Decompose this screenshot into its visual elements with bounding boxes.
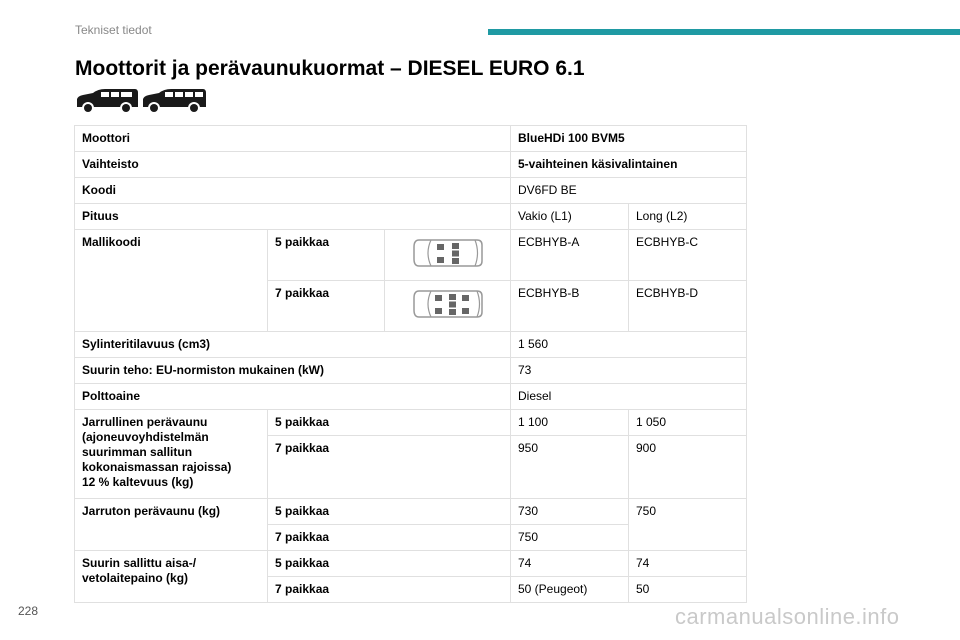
table-row [75,384,747,410]
watermark: carmanualsonline.info [675,604,900,629]
model-code: ECBHYB-C [629,230,747,281]
code-label: Koodi [75,178,511,204]
label-line: Suurin sallittu aisa-/ [82,556,197,570]
table-row [75,204,747,230]
displacement-label: Sylinteritilavuus (cm3) [75,332,511,358]
model-label: Mallikoodi [75,230,268,332]
model-code: ECBHYB-A [511,230,629,281]
towbar-value: 74 [629,551,747,577]
engine-label: Moottori [75,126,511,152]
seats-label: 7 paikkaa [268,281,385,332]
seats-label: 7 paikkaa [268,436,511,499]
towbar-load-label [75,551,268,603]
seats-label: 5 paikkaa [268,551,511,577]
seat-layout-7-icon [385,281,511,332]
label-line: vetolaitepaino (kg) [82,571,189,585]
gearbox-value: 5-vaihteinen käsivalintainen [511,152,747,178]
unbraked-trailer-label: Jarruton perävaunu (kg) [75,499,268,551]
gearbox-label: Vaihteisto [75,152,511,178]
unbraked-value: 750 [511,525,629,551]
model-code: ECBHYB-B [511,281,629,332]
towbar-value: 50 [629,577,747,603]
table-row [75,332,747,358]
braked-value: 900 [629,436,747,499]
seat-layout-5-icon [385,230,511,281]
page-title: Moottorit ja perävaunukuormat – DIESEL EURO 6.1 [75,57,585,80]
label-line: (ajoneuvoyhdistelmän [82,430,209,444]
table-row [75,551,747,577]
seats-label: 7 paikkaa [268,577,511,603]
label-line: kokonaismassan rajoissa) [82,460,232,474]
spec-table [74,125,747,603]
table-row [75,126,747,152]
braked-value: 1 050 [629,410,747,436]
length-standard: Vakio (L1) [511,204,629,230]
towbar-value: 50 (Peugeot) [511,577,629,603]
power-label: Suurin teho: EU-normiston mukainen (kW) [75,358,511,384]
table-row [75,152,747,178]
fuel-value: Diesel [511,384,747,410]
seats-label: 7 paikkaa [268,525,511,551]
table-row [75,499,747,525]
power-value: 73 [511,358,747,384]
section-label: Tekniset tiedot [75,23,152,37]
table-row [75,178,747,204]
van-long-icon [141,86,207,116]
unbraked-value: 730 [511,499,629,525]
code-value: DV6FD BE [511,178,747,204]
van-short-icon [75,86,141,116]
seats-label: 5 paikkaa [268,230,385,281]
table-row [75,358,747,384]
seats-label: 5 paikkaa [268,499,511,525]
braked-trailer-label [75,410,268,499]
label-line: 12 % kaltevuus (kg) [82,475,194,489]
seats-label: 5 paikkaa [268,410,511,436]
towbar-value: 74 [511,551,629,577]
table-row [75,410,747,436]
braked-value: 950 [511,436,629,499]
braked-value: 1 100 [511,410,629,436]
unbraked-value-long: 750 [629,499,747,551]
engine-value: BlueHDi 100 BVM5 [511,126,747,152]
fuel-label: Polttoaine [75,384,511,410]
displacement-value: 1 560 [511,332,747,358]
length-label: Pituus [75,204,511,230]
label-line: Jarrullinen perävaunu [82,415,208,429]
label-line: suurimman sallitun [82,445,193,459]
header-accent-bar [488,29,960,35]
length-long: Long (L2) [629,204,747,230]
page-number: 228 [18,604,39,618]
table-row [75,230,747,281]
model-code: ECBHYB-D [629,281,747,332]
